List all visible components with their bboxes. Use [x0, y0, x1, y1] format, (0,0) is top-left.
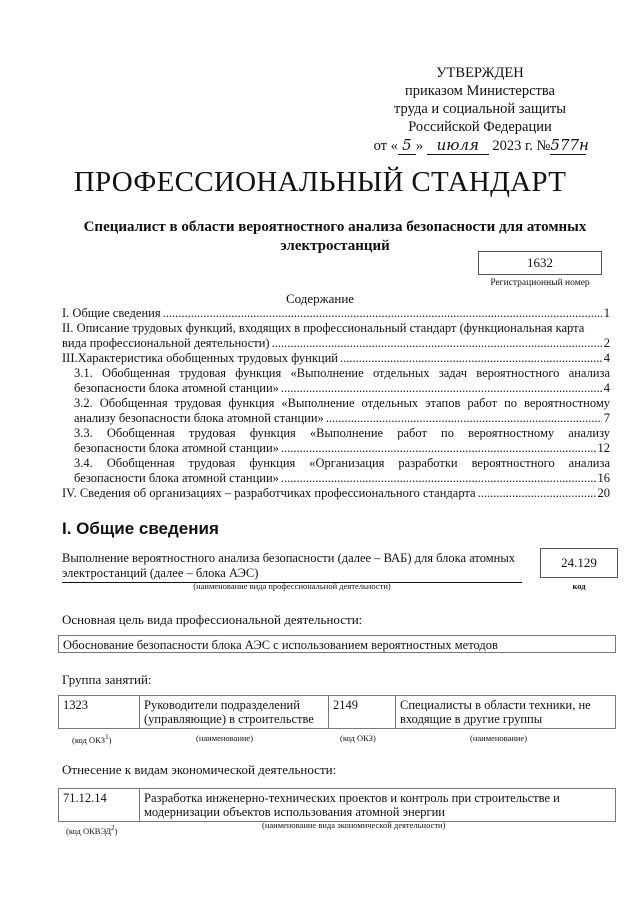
toc-entry-text: 3.4. Обобщенная трудовая функция «Организация разработки вероятностного анализа	[74, 456, 610, 470]
date-day: 5	[398, 136, 416, 155]
toc-entry-text: 3.2. Обобщенная трудовая функция «Выполнение отдельных этапов работ по вероятностному	[74, 396, 610, 410]
toc-page: 1	[603, 306, 610, 320]
table-row	[59, 789, 616, 822]
activity-code: 24.129	[540, 548, 618, 578]
toc-entry[interactable]	[62, 366, 610, 396]
group-code: 1323	[59, 696, 140, 729]
okved-caption-code	[66, 824, 118, 836]
toc-entry[interactable]	[62, 456, 610, 486]
toc-entry-text: III.Характеристика обобщенных трудовых функций	[62, 351, 338, 365]
toc-entry[interactable]	[62, 321, 610, 351]
toc-entry-text: анализу безопасности блока атомной станции»	[74, 411, 324, 425]
activity-name: Выполнение вероятностного анализа безопасности (далее – ВАБ) для блока атомных электростанций (далее – блока АЭС)	[62, 551, 522, 583]
group-name: Руководители подразделений (управляющие) в строительстве	[140, 696, 329, 729]
date-prefix: от «	[373, 138, 398, 154]
toc-page: 7	[603, 411, 610, 425]
table-row	[59, 696, 616, 729]
toc-entry[interactable]	[62, 351, 610, 366]
toc-leader	[281, 471, 596, 486]
registration-label: Регистрационный номер	[490, 278, 590, 288]
approval-block	[360, 64, 600, 155]
group-caption-code1	[72, 733, 111, 745]
caption-text: (код ОКЗ	[72, 734, 106, 745]
toc-leader	[326, 411, 602, 426]
approval-line3: труда и социальной защиты	[394, 101, 566, 117]
approval-line2: приказом Министерства	[405, 83, 555, 99]
toc-entry-text: безопасности блока атомной станции»	[74, 471, 279, 485]
toc-entry-text: I. Общие сведения	[62, 306, 161, 320]
caption-text: )	[108, 734, 112, 745]
code-caption: код	[572, 581, 586, 591]
section-title: I. Общие сведения	[62, 519, 219, 538]
group-code: 2149	[329, 696, 396, 729]
toc-leader	[478, 486, 596, 501]
goal-text: Обоснование безопасности блока АЭС с использованием вероятностных методов	[58, 635, 616, 653]
toc-entry-text: IV. Сведения об организациях – разработчиках профессионального стандарта	[62, 486, 476, 500]
toc-leader	[163, 306, 602, 321]
approval-line4: Российской Федерации	[408, 119, 552, 135]
toc-entry-text: II. Описание трудовых функций, входящих в профессиональный стандарт (функциональная карта	[62, 321, 585, 335]
toc-entry-text: вида профессиональной деятельности)	[62, 336, 270, 350]
table-of-contents	[62, 306, 610, 501]
group-name: Специалисты в области техники, не входящие в другие группы	[396, 696, 616, 729]
activity-caption: (наименование вида профессиональной деятельности)	[193, 581, 391, 591]
toc-entry[interactable]	[62, 306, 610, 321]
footnote-ref: 1	[105, 733, 109, 741]
toc-entry-text: безопасности блока атомной станции»	[74, 441, 279, 455]
toc-leader	[272, 336, 602, 351]
standard-subtitle: Специалист в области вероятностного анализа безопасности для атомных электростанций	[83, 219, 587, 254]
group-label: Группа занятий:	[62, 672, 152, 687]
toc-entry[interactable]	[62, 486, 610, 501]
toc-page: 16	[597, 471, 610, 485]
toc-page: 12	[597, 441, 610, 455]
date-mid: »	[415, 138, 424, 154]
okved-name: Разработка инженерно-технических проектов и контроль при строительстве и модернизации объектов использования атомной энергии	[140, 789, 616, 822]
toc-leader	[340, 351, 602, 366]
toc-leader	[281, 441, 596, 456]
toc-page: 4	[603, 351, 610, 365]
caption-text: )	[114, 825, 118, 836]
group-caption-code2: (код ОКЗ)	[340, 733, 376, 743]
toc-entry[interactable]	[62, 396, 610, 426]
toc-page: 2	[603, 336, 610, 350]
economic-activity-table	[58, 788, 616, 822]
toc-heading: Содержание	[285, 291, 355, 306]
order-number: 577н	[550, 136, 589, 154]
toc-entry[interactable]	[62, 426, 610, 456]
page-title: ПРОФЕССИОНАЛЬНЫЙ СТАНДАРТ	[73, 166, 567, 198]
toc-entry-text: 3.1. Обобщенная трудовая функция «Выполнение отдельных задач вероятностного анализа	[74, 366, 610, 380]
toc-page: 4	[603, 381, 610, 395]
registration-number: 1632	[478, 251, 602, 275]
approval-date-line	[360, 136, 600, 155]
toc-leader	[281, 381, 602, 396]
footnote-ref: 2	[111, 824, 115, 832]
approval-line1: УТВЕРЖДЕН	[436, 65, 524, 81]
group-caption-name2: (наименование)	[470, 733, 528, 743]
date-year: 2023 г. №	[492, 138, 551, 154]
okved-caption-name: (наименование вида экономической деятельности)	[262, 820, 446, 830]
group-caption-name1: (наименование)	[196, 733, 254, 743]
okved-code: 71.12.14	[59, 789, 140, 822]
toc-page: 20	[597, 486, 610, 500]
caption-text: (код ОКВЭД	[66, 825, 112, 836]
toc-entry-text: безопасности блока атомной станции»	[74, 381, 279, 395]
date-month: июля	[427, 136, 489, 155]
econ-label: Отнесение к видам экономической деятельности:	[62, 762, 337, 777]
occupation-group-table	[58, 695, 616, 729]
goal-label: Основная цель вида профессиональной деятельности:	[62, 612, 363, 627]
toc-entry-text: 3.3. Обобщенная трудовая функция «Выполнение работ по вероятностному анализу	[74, 426, 610, 440]
